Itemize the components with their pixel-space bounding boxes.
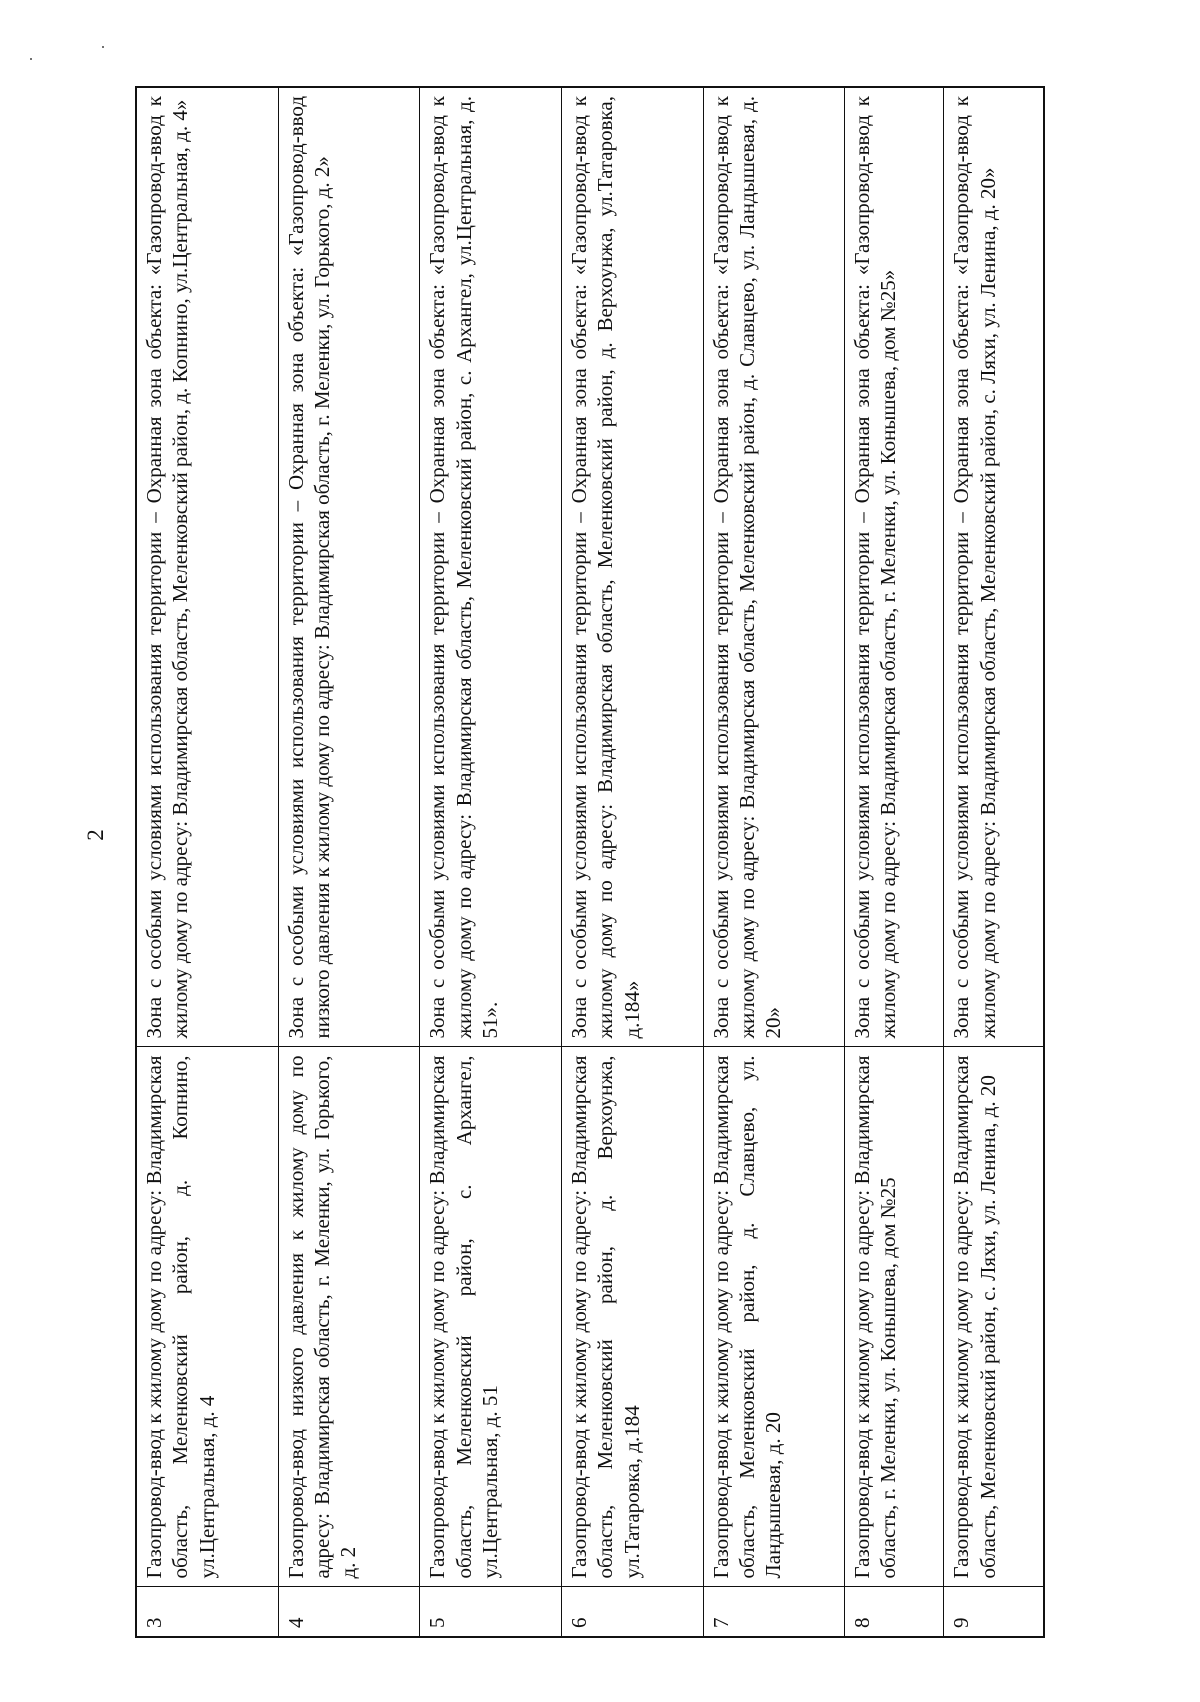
- zones-table: [135, 86, 1045, 1638]
- scan-speck: [102, 46, 104, 48]
- row-number: 5: [420, 1587, 562, 1637]
- object-cell: Газопровод-ввод к жилому дому по адресу: Владимирская область, г. Меленки, ул. Конышева, дом №25: [845, 1047, 944, 1587]
- row-number: 6: [562, 1587, 704, 1637]
- table-row: [845, 87, 944, 1637]
- table-row: [562, 87, 704, 1637]
- table-container: [135, 88, 1045, 1638]
- table-row: [420, 87, 562, 1637]
- object-cell: Газопровод-ввод к жилому дому по адресу: Владимирская область, Меленковский район, д. Славцево, ул. Ландышевая, д. 20: [703, 1047, 845, 1587]
- row-number: 7: [703, 1587, 845, 1637]
- table-row: [136, 87, 278, 1637]
- zone-cell: Зона с особыми условиями использования территории – Охранная зона объекта: «Газопровод-ввод к жилому дому по адресу: Владимирская область, Меленковский район, с. Ляхи, ул. Ленина, д. 20»: [944, 87, 1044, 1047]
- object-cell: Газопровод-ввод к жилому дому по адресу: Владимирская область, Меленковский район, д. Верхоунжа, ул.Татаровка, д.184: [562, 1047, 704, 1587]
- object-cell: Газопровод-ввод к жилому дому по адресу: Владимирская область, Меленковский район, д. Копнино, ул.Центральная, д. 4: [136, 1047, 278, 1587]
- zone-cell: Зона с особыми условиями использования территории – Охранная зона объекта: «Газопровод-ввод к жилому дому по адресу: Владимирская область, г. Меленки, ул. Конышева, дом №25»: [845, 87, 944, 1047]
- row-number: 9: [944, 1587, 1044, 1637]
- table-row: [703, 87, 845, 1637]
- row-number: 3: [136, 1587, 278, 1637]
- table-row: [944, 87, 1044, 1637]
- rotated-table-frame: [135, 88, 1045, 1638]
- row-number: 4: [278, 1587, 420, 1637]
- row-number: 8: [845, 1587, 944, 1637]
- zone-cell: Зона с особыми условиями использования территории – Охранная зона объекта: «Газопровод-ввод к жилому дому по адресу: Владимирская область, Меленковский район, с. Архангел, ул.Центральная, д. 51».: [420, 87, 562, 1047]
- zone-cell: Зона с особыми условиями использования территории – Охранная зона объекта: «Газопровод-ввод низкого давления к жилому дому по адресу: Владимирская область, г. Меленки, ул. Горького, д. 2»: [278, 87, 420, 1047]
- scan-speck: [30, 58, 32, 60]
- object-cell: Газопровод-ввод к жилому дому по адресу: Владимирская область, Меленковский район, с. Архангел, ул.Центральная, д. 51: [420, 1047, 562, 1587]
- zone-cell: Зона с особыми условиями использования территории – Охранная зона объекта: «Газопровод-ввод к жилому дому по адресу: Владимирская область, Меленковский район, д. Славцево, ул. Ландышевая, д. 20»: [703, 87, 845, 1047]
- zone-cell: Зона с особыми условиями использования территории – Охранная зона объекта: «Газопровод-ввод к жилому дому по адресу: Владимирская область, Меленковский район, д. Верхоунжа, ул.Татаровка, д.184»: [562, 87, 704, 1047]
- table-row: [278, 87, 420, 1637]
- page-number: 2: [83, 829, 108, 841]
- object-cell: Газопровод-ввод к жилому дому по адресу: Владимирская область, Меленковский район, с. Ляхи, ул. Ленина, д. 20: [944, 1047, 1044, 1587]
- object-cell: Газопровод-ввод низкого давления к жилому дому по адресу: Владимирская область, г. Меленки, ул. Горького, д. 2: [278, 1047, 420, 1587]
- zone-cell: Зона с особыми условиями использования территории – Охранная зона объекта: «Газопровод-ввод к жилому дому по адресу: Владимирская область, Меленковский район, д. Копнино, ул.Центральная, д. 4»: [136, 87, 278, 1047]
